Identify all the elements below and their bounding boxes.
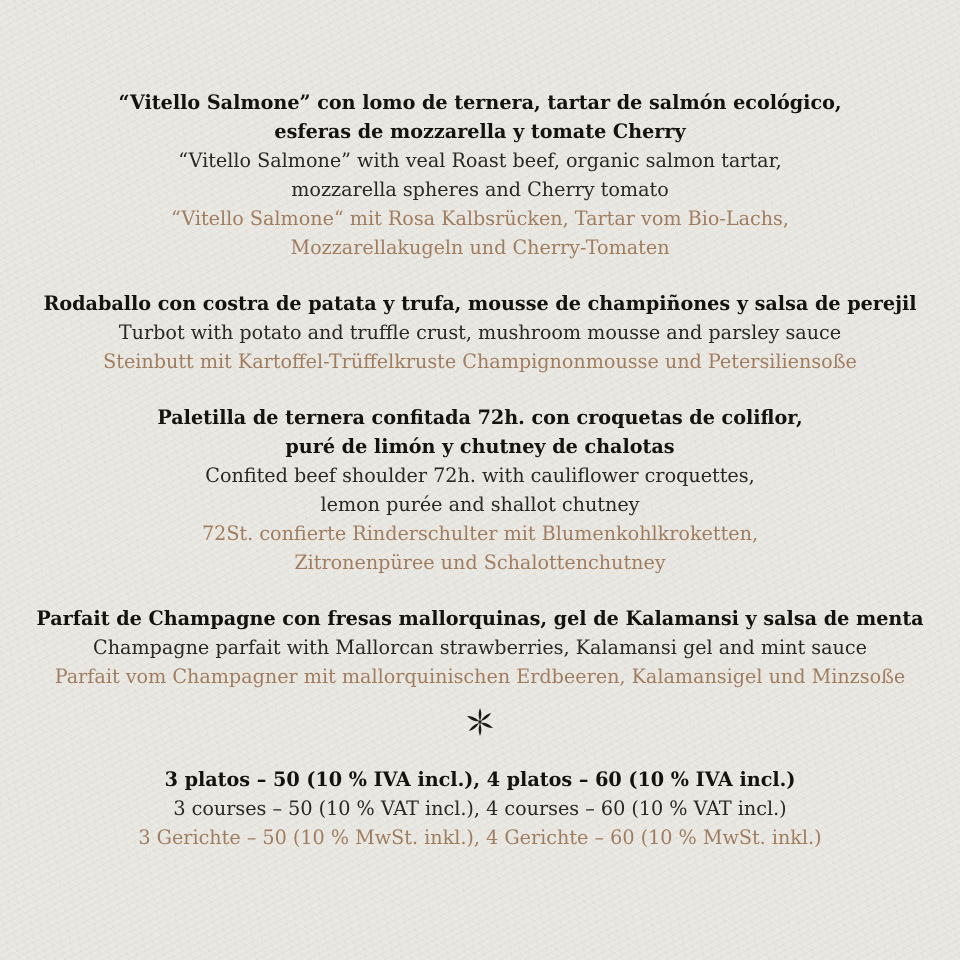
pricing-es: 3 platos – 50 (10 % IVA incl.), 4 platos – 60 (10 % IVA incl.) — [164, 768, 796, 791]
dish-paletilla — [0, 403, 960, 577]
dish-description-en: Champagne parfait with Mallorcan strawberries, Kalamansi gel and mint sauce — [93, 636, 867, 659]
dish-title-es: “Vitello Salmone” con lomo de ternera, tartar de salmón ecológico, — [118, 91, 842, 114]
dish-description-de: 72St. confierte Rinderschulter mit Blumenkohlkroketten, — [201, 522, 759, 545]
dish-description-de: Zitronenpüree und Schalottenchutney — [294, 551, 666, 574]
dish-title-es: puré de limón y chutney de chalotas — [285, 435, 675, 458]
dish-title-es: esferas de mozzarella y tomate Cherry — [274, 120, 686, 143]
pricing-de: 3 Gerichte – 50 (10 % MwSt. inkl.), 4 Gerichte – 60 (10 % MwSt. inkl.) — [138, 826, 822, 849]
asterisk-flourish-icon — [464, 706, 496, 738]
dish-description-en: Turbot with potato and truffle crust, mushroom mousse and parsley sauce — [118, 321, 842, 344]
dish-parfait — [0, 604, 960, 691]
menu-content — [0, 88, 960, 852]
dish-description-en: Confited beef shoulder 72h. with cauliflower croquettes, — [205, 464, 755, 487]
dish-title-es: Rodaballo con costra de patata y trufa, mousse de champiñones y salsa de perejil — [43, 292, 917, 315]
pricing — [0, 765, 960, 852]
pricing-en: 3 courses – 50 (10 % VAT incl.), 4 courses – 60 (10 % VAT incl.) — [173, 797, 787, 820]
dish-description-de: Parfait vom Champagner mit mallorquinischen Erdbeeren, Kalamansigel und Minzsoße — [54, 665, 906, 688]
divider — [0, 701, 960, 743]
dish-description-en: mozzarella spheres and Cherry tomato — [291, 178, 669, 201]
dish-description-en: lemon purée and shallot chutney — [320, 493, 640, 516]
dish-rodaballo — [0, 289, 960, 376]
dish-description-de: “Vitello Salmone“ mit Rosa Kalbsrücken, Tartar vom Bio-Lachs, — [171, 207, 789, 230]
dish-title-es: Paletilla de ternera confitada 72h. con croquetas de coliflor, — [157, 406, 803, 429]
dish-description-de: Mozzarellakugeln und Cherry-Tomaten — [290, 236, 670, 259]
dish-description-de: Steinbutt mit Kartoffel-Trüffelkruste Champignonmousse und Petersiliensoße — [103, 350, 857, 373]
dish-title-es: Parfait de Champagne con fresas mallorquinas, gel de Kalamansi y salsa de menta — [36, 607, 924, 630]
dish-description-en: “Vitello Salmone” with veal Roast beef, organic salmon tartar, — [178, 149, 782, 172]
dish-vitello-salmone — [0, 88, 960, 262]
